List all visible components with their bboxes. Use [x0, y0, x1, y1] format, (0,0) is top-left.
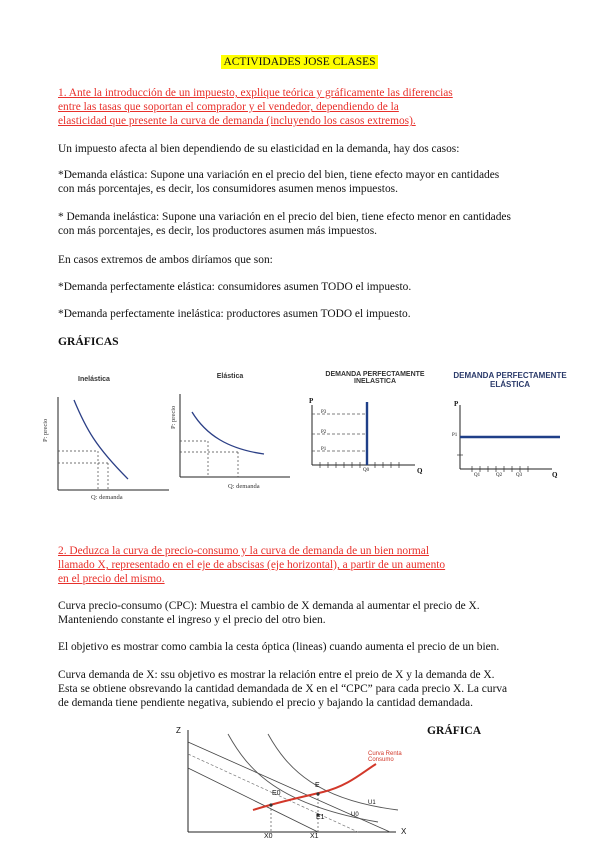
indifference-curve-u0	[268, 734, 398, 810]
answer-1-elastic: *Demanda elástica: Supone una variación en el precio del bien, tiene efecto mayor en cantidades con más porcentajes, es decir, los consumidores asumen menos impuestos.	[58, 169, 500, 196]
q3-label: Q3	[516, 473, 523, 478]
perfectly-inelastic-chart	[305, 367, 445, 487]
p-axis-label: P	[454, 400, 459, 408]
answer-1-perfect-inelastic: *Demanda perfectamente inelástica: productores asumen TODO el impuesto.	[58, 308, 411, 320]
graph-title-line: DEMANDA PERFECTAMENTE	[453, 371, 567, 380]
graph-title-line: INELASTICA	[354, 378, 396, 385]
question-1	[58, 86, 548, 129]
question-1-line: 1. Ante la introducción de un impuesto, explique teórica y gráficamente las diferencias	[58, 87, 453, 99]
y-axis-label: P: precio	[170, 405, 177, 429]
point-e-label: E	[315, 782, 320, 789]
answer-2-demand: Curva demanda de X: ssu objetivo es mostrar la relación entre el preio de X y la demanda de X. Esta se obtiene obsrevando la cantidad demandada de X en el “CPC” para cada precio X. La curva de demanda tiene pendiente negativa, subiendo el precio y bajando la cantidad demandada.	[58, 669, 508, 710]
x-axis-label: Q: demanda	[228, 483, 260, 490]
inelastic-demand-graph	[44, 367, 174, 507]
graphs-heading: GRÁFICAS	[58, 335, 119, 348]
graph-title-line: ELÁSTICA	[490, 380, 530, 389]
x-axis-label: Q: demanda	[91, 494, 123, 501]
z-axis-label: Z	[176, 726, 181, 735]
question-2-line: 2. Deduzca la curva de precio-consumo y la curva de demanda de un bien normal	[58, 545, 429, 557]
question-2-line: en el precio del mismo.	[58, 573, 165, 586]
perfectly-elastic-chart	[440, 367, 580, 492]
x1-label: X1	[310, 833, 319, 840]
budget-line	[188, 768, 318, 832]
u1-label: U1	[368, 800, 376, 806]
x0-label: X0	[264, 833, 273, 840]
perfectly-inelastic-demand-graph	[305, 367, 445, 487]
point-e0-label: E0	[272, 790, 281, 797]
answer-2-cpc: Curva precio-consumo (CPC): Muestra el cambio de X demanda al aumentar el precio de X. Manteniendo constante el ingreso y el precio del otro bien.	[58, 600, 480, 627]
elastic-demand-graph	[168, 367, 298, 507]
answer-1-perfect-elastic: *Demanda perfectamente elástica: consumidores asumen TODO el impuesto.	[58, 281, 412, 293]
q1-label: Q1	[474, 473, 481, 478]
p1-label: P1	[321, 447, 327, 452]
p2-label: P2	[321, 430, 327, 435]
x-axis-label: X	[401, 827, 407, 836]
y-axis-label: P: precio	[42, 418, 49, 442]
answer-1-extremes: En casos extremos de ambos diríamos que son:	[58, 254, 273, 266]
question-1-line: elasticidad que presente la curva de demanda (incluyendo los casos extremos).	[58, 115, 416, 128]
answer-1-inelastic: * Demanda inelástica: Supone una variación en el precio del bien, tiene efecto menor en cantidades con más porcentajes, es decir, los productores asumen más impuestos.	[58, 211, 511, 238]
answer-1-intro: Un impuesto afecta al bien dependiendo de su elasticidad en la demanda, hay dos casos:	[58, 143, 460, 155]
page-title	[0, 56, 599, 68]
question-2-line: llamado X, representado en el eje de abscisas (eje horizontal), a partir de un aumento	[58, 559, 446, 572]
question-2	[58, 544, 548, 587]
price-consumption-chart	[168, 720, 418, 848]
q2-label: Q2	[496, 473, 503, 478]
q0-label: Q0	[363, 468, 370, 473]
point-e1-label: E1	[316, 814, 325, 821]
u0-label: U0	[351, 812, 359, 818]
q-axis-label: Q	[417, 467, 423, 475]
inelastic-demand-chart	[44, 367, 174, 507]
graph-title: Elástica	[216, 373, 244, 380]
p1-label: P1	[452, 433, 458, 438]
p-axis-label: P	[309, 397, 314, 405]
demand-curve	[74, 400, 128, 479]
p3-label: P3	[321, 410, 327, 415]
perfectly-elastic-demand-graph	[440, 367, 580, 492]
demand-curve	[192, 412, 264, 454]
graph-title: Inelástica	[78, 376, 110, 383]
answer-2-objective: El objetivo es mostrar como cambia la cesta óptica (lineas) cuando aumenta el precio de un bien.	[58, 641, 500, 653]
q-axis-label: Q	[552, 471, 558, 479]
curve-label: Curva Renta Consumo	[368, 751, 402, 763]
graph-title-line: DEMANDA PERFECTAMENTE	[325, 371, 425, 378]
page-title-text: ACTIVIDADES JOSE CLASES	[223, 56, 376, 68]
price-consumption-graph	[168, 720, 418, 848]
question-1-line: entre las tasas que soportan el comprador y el vendedor, dependiendo de la	[58, 101, 399, 114]
graph-heading: GRÁFICA	[427, 724, 482, 737]
